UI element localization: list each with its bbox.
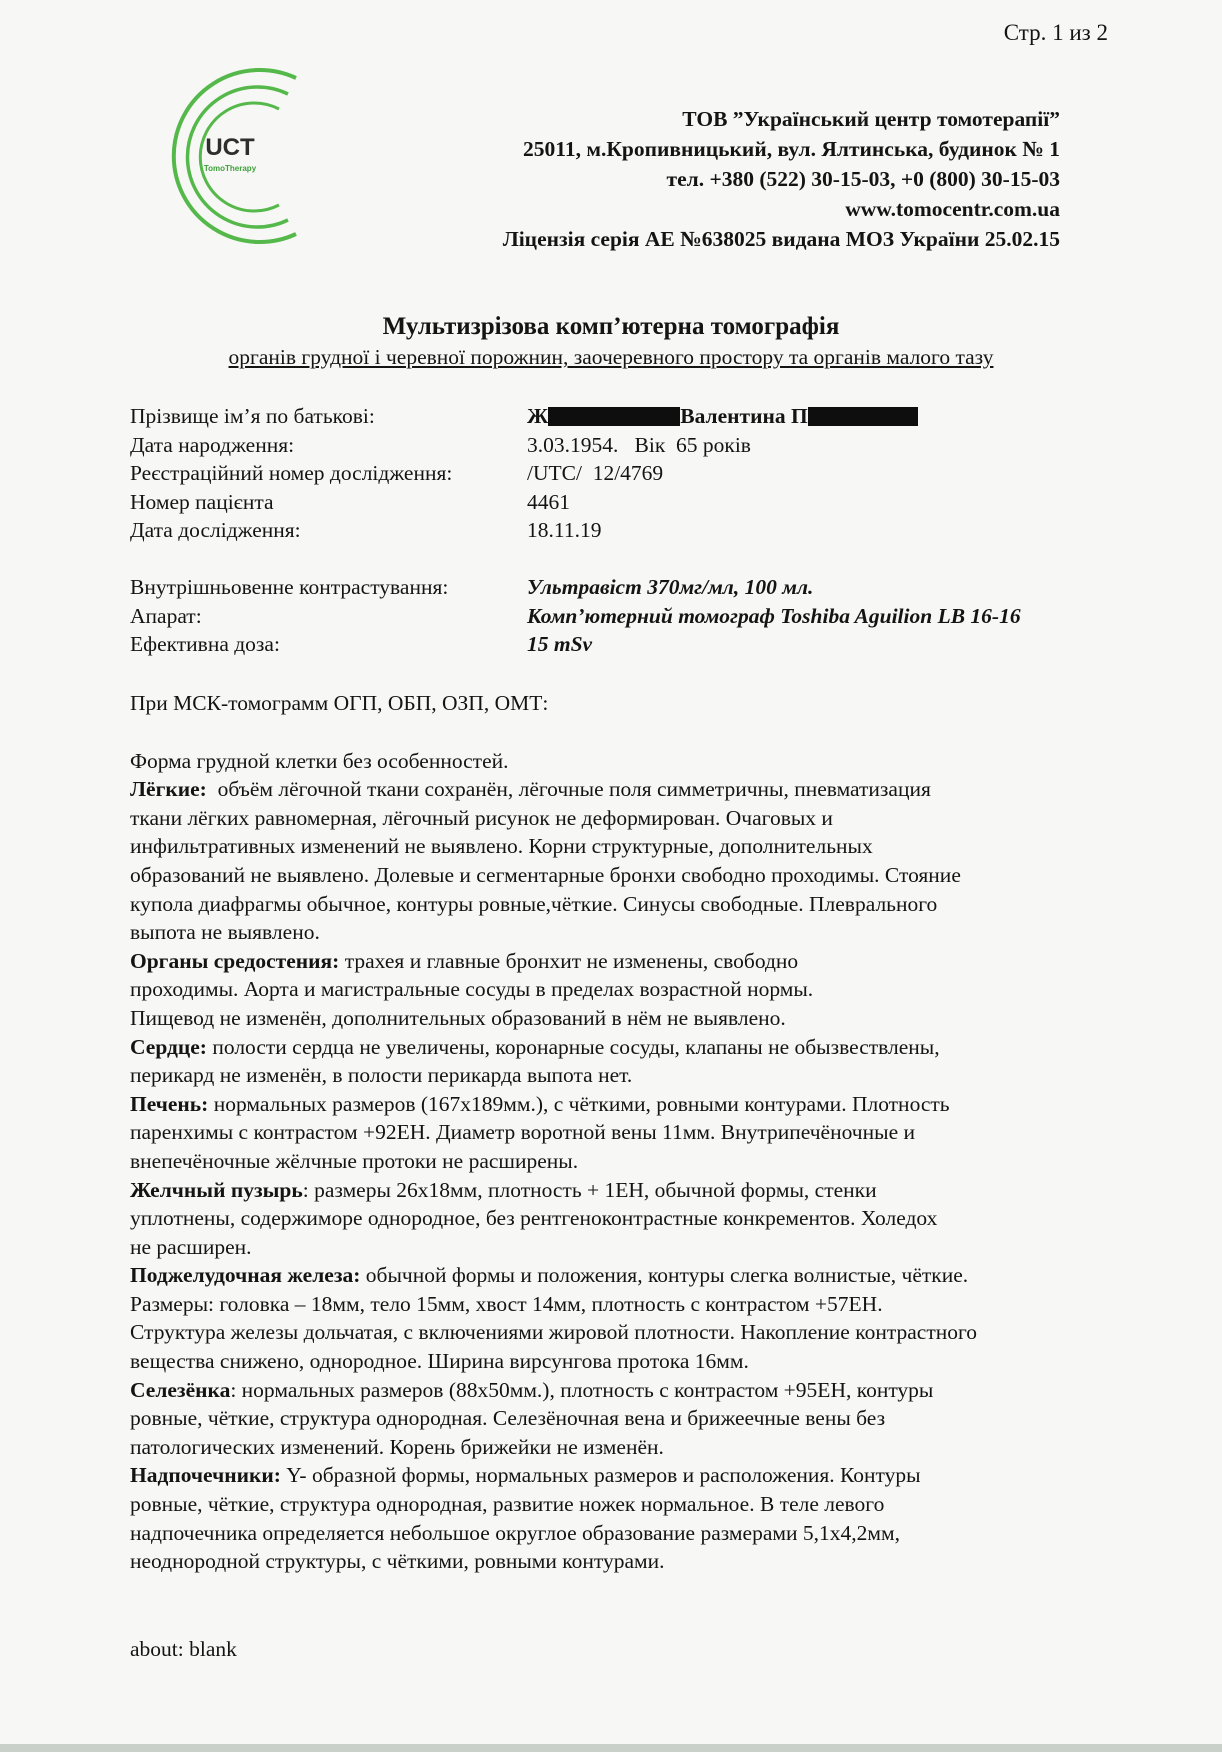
finding-adrenal-line <box>130 1490 1130 1519</box>
finding-spleen-line <box>130 1404 1130 1433</box>
info-row-date <box>130 516 1021 545</box>
scan-edge <box>0 1744 1222 1752</box>
info-row-name <box>130 402 1021 431</box>
finding-lungs-text: выпота не выявлено. <box>130 920 320 945</box>
device-value: Комп’ютерний томограф Toshiba Aguilion LB 16-16 <box>527 603 1021 628</box>
finding-pancreas-text: обычной формы и положения, контуры слегка волнистые, чёткие. <box>360 1263 969 1288</box>
date-value: 18.11.19 <box>527 518 602 542</box>
contrast-value: Ультравіст 370мг/мл, 100 мл. <box>527 575 814 599</box>
finding-pancreas-line <box>130 1318 1130 1347</box>
finding-liver-line <box>130 1147 1130 1176</box>
finding-mediastinum-heading: Органы средостения: <box>130 948 340 973</box>
redaction-bar <box>548 407 680 426</box>
report-subtitle: органів грудної і черевної порожнин, заочеревного простору та органів малого тазу <box>228 345 994 369</box>
finding-pancreas-text: вещества снижено, однородное. Ширина вирсунгова протока 16мм. <box>130 1349 749 1374</box>
finding-lungs-line <box>130 804 1130 833</box>
finding-lungs-text: инфильтративных изменений не выявлено. Корни структурные, дополнительных <box>130 834 873 859</box>
finding-lungs-heading: Лёгкие: <box>130 777 207 802</box>
finding-gallbladder-text: : размеры 26х18мм, плотность + 1ЕН, обычной формы, стенки <box>302 1177 877 1202</box>
finding-heart-text: полости сердца не увеличены, коронарные сосуды, клапаны не обызвествлены, <box>206 1034 940 1059</box>
info-row-reg <box>130 459 1021 488</box>
clinic-name: ТОВ ”Український центр томотерапії” <box>682 107 1060 131</box>
finding-liver-text: внепечёночные жёлчные протоки не расширены. <box>130 1148 579 1173</box>
uct-logo <box>158 62 328 252</box>
intro-line: При МСК-томограмм ОГП, ОБП, ОЗП, ОМТ: <box>130 691 549 715</box>
info-row-contrast <box>130 573 1021 602</box>
clinic-address: 25011, м.Кропивницький, вул. Ялтинська, будинок № 1 <box>523 137 1060 161</box>
finding-gallbladder-heading: Желчный пузырь <box>130 1177 303 1202</box>
finding-mediastinum-text: Пищевод не изменён, дополнительных образований в нём не выявлено. <box>130 1005 786 1030</box>
finding-lungs-line <box>130 861 1130 890</box>
reg-value: /UTC/ 12/4769 <box>527 461 664 485</box>
finding-heart-text: перикард не изменён, в полости перикарда выпота нет. <box>130 1063 633 1088</box>
findings-list <box>130 747 1130 1576</box>
finding-adrenal-line <box>130 1547 1130 1576</box>
finding-lungs-text: купола диафрагмы обычное, контуры ровные,чёткие. Синусы свободные. Плеврального <box>130 891 938 916</box>
finding-adrenal-text: надпочечника определяется небольшое округлое образование размерами 5,1х4,2мм, <box>130 1520 900 1545</box>
finding-liver-line <box>130 1090 1130 1119</box>
finding-adrenal-text: неоднородной структуры, с чёткими, ровными контурами. <box>130 1549 665 1574</box>
finding-lungs-text: ткани лёгких равномерная, лёгочный рисунок не деформирован. Очаговых и <box>130 805 833 830</box>
logo-text: UCT <box>205 134 255 161</box>
finding-liver-line <box>130 1118 1130 1147</box>
finding-mediastinum-text: трахея и главные бронхит не изменены, свободно <box>339 948 799 973</box>
finding-lungs-text: объём лёгочной ткани сохранён, лёгочные поля симметричны, пневматизация <box>206 777 931 802</box>
finding-lungs-line <box>130 890 1130 919</box>
finding-lungs-line <box>130 775 1130 804</box>
redaction-bar <box>808 407 918 426</box>
dose-value: 15 mSv <box>527 632 593 656</box>
finding-pancreas-line <box>130 1290 1130 1319</box>
finding-liver-text: паренхимы с контрастом +92ЕН. Диаметр воротной вены 11мм. Внутрипечёночные и <box>130 1120 915 1145</box>
finding-pancreas-text: Структура железы дольчатая, с включениями жировой плотности. Накопление контрастного <box>130 1320 978 1345</box>
finding-pancreas-line <box>130 1261 1130 1290</box>
finding-adrenal-text: ровные, чёткие, структура однородная, развитие ножек нормальное. В теле левого <box>130 1492 885 1517</box>
finding-pancreas-line <box>130 1347 1130 1376</box>
finding-adrenal-text: Y- образной формы, нормальных размеров и расположения. Контуры <box>280 1463 921 1488</box>
finding-liver-text: нормальных размеров (167х189мм.), с чёткими, ровными контурами. Плотность <box>208 1091 950 1116</box>
finding-lungs-line <box>130 832 1130 861</box>
finding-spleen-line <box>130 1433 1130 1462</box>
clinic-header <box>503 104 1060 254</box>
finding-spleen-line <box>130 1376 1130 1405</box>
report-title: Мультизрізова комп’ютерна томографія <box>382 313 840 340</box>
finding-mediastinum-line <box>130 947 1130 976</box>
finding-spleen-heading: Селезёнка <box>130 1377 231 1402</box>
clinic-website: www.tomocentr.com.ua <box>845 197 1060 221</box>
footer-text: about: blank <box>130 1637 237 1661</box>
finding-mediastinum-line <box>130 1004 1130 1033</box>
patient-info <box>130 402 1021 659</box>
reg-label: Реєстраційний номер дослідження: <box>130 461 453 485</box>
finding-spleen-text: ровные, чёткие, структура однородная. Селезёночная вена и брижеечные вены без <box>130 1406 886 1431</box>
finding-liver-heading: Печень: <box>130 1091 209 1116</box>
finding-gallbladder-text: не расширен. <box>130 1234 252 1259</box>
logo-rings-icon <box>158 62 328 252</box>
finding-adrenal-heading: Надпочечники: <box>130 1463 281 1488</box>
finding-heart-line <box>130 1061 1130 1090</box>
dob-value: 3.03.1954. Вік 65 років <box>527 432 751 457</box>
name-label: Прізвище ім’я по батькові: <box>130 404 375 428</box>
name-middle: Валентина П <box>680 404 808 428</box>
contrast-label: Внутрішньовенне контрастування: <box>130 575 449 599</box>
patient-name <box>527 402 918 431</box>
finding-gallbladder-line <box>130 1176 1130 1205</box>
finding-gallbladder-line <box>130 1233 1130 1262</box>
date-label: Дата дослідження: <box>130 518 301 542</box>
pid-value: 4461 <box>527 489 570 514</box>
logo-subtext: TomoTherapy <box>203 164 257 173</box>
name-start: Ж <box>527 404 549 428</box>
finding-heart-heading: Сердце: <box>130 1034 207 1059</box>
finding-heart-line <box>130 1033 1130 1062</box>
finding-mediastinum-line <box>130 975 1130 1004</box>
finding-adrenal-line <box>130 1519 1130 1548</box>
info-row-dob <box>130 431 1021 460</box>
clinic-license: Ліцензія серія АЕ №638025 видана МОЗ України 25.02.15 <box>502 227 1060 251</box>
finding-spleen-text: патологических изменений. Корень брижейки не изменён. <box>130 1434 664 1459</box>
findings-body <box>130 689 1130 1576</box>
finding-lungs-line <box>130 918 1130 947</box>
finding-chest: Форма грудной клетки без особенностей. <box>130 748 509 773</box>
finding-pancreas-text: Размеры: головка – 18мм, тело 15мм, хвост 14мм, плотность с контрастом +57ЕН. <box>130 1291 883 1316</box>
finding-adrenal-line <box>130 1461 1130 1490</box>
clinic-phones: тел. +380 (522) 30-15-03, +0 (800) 30-15-03 <box>666 167 1060 191</box>
finding-gallbladder-line <box>130 1204 1130 1233</box>
finding-pancreas-heading: Поджелудочная железа: <box>130 1263 361 1288</box>
info-row-pid <box>130 488 1021 517</box>
dob-label: Дата народження: <box>130 432 295 457</box>
finding-spleen-text: : нормальных размеров (88х50мм.), плотность с контрастом +95ЕН, контуры <box>230 1377 934 1402</box>
device-label: Апарат: <box>130 603 202 628</box>
page-number: Стр. 1 из 2 <box>1003 20 1108 45</box>
info-row-device <box>130 602 1021 631</box>
dose-label: Ефективна доза: <box>130 632 280 656</box>
finding-gallbladder-text: уплотнены, содержиморе однородное, без рентгеноконтрастные конкрементов. Холедох <box>130 1206 938 1231</box>
pid-label: Номер пацієнта <box>130 489 274 514</box>
info-row-dose <box>130 630 1021 659</box>
finding-lungs-text: образований не выявлено. Долевые и сегментарные бронхи свободно проходимы. Стояние <box>130 862 961 887</box>
finding-mediastinum-text: проходимы. Аорта и магистральные сосуды в пределах возрастной нормы. <box>130 977 814 1002</box>
